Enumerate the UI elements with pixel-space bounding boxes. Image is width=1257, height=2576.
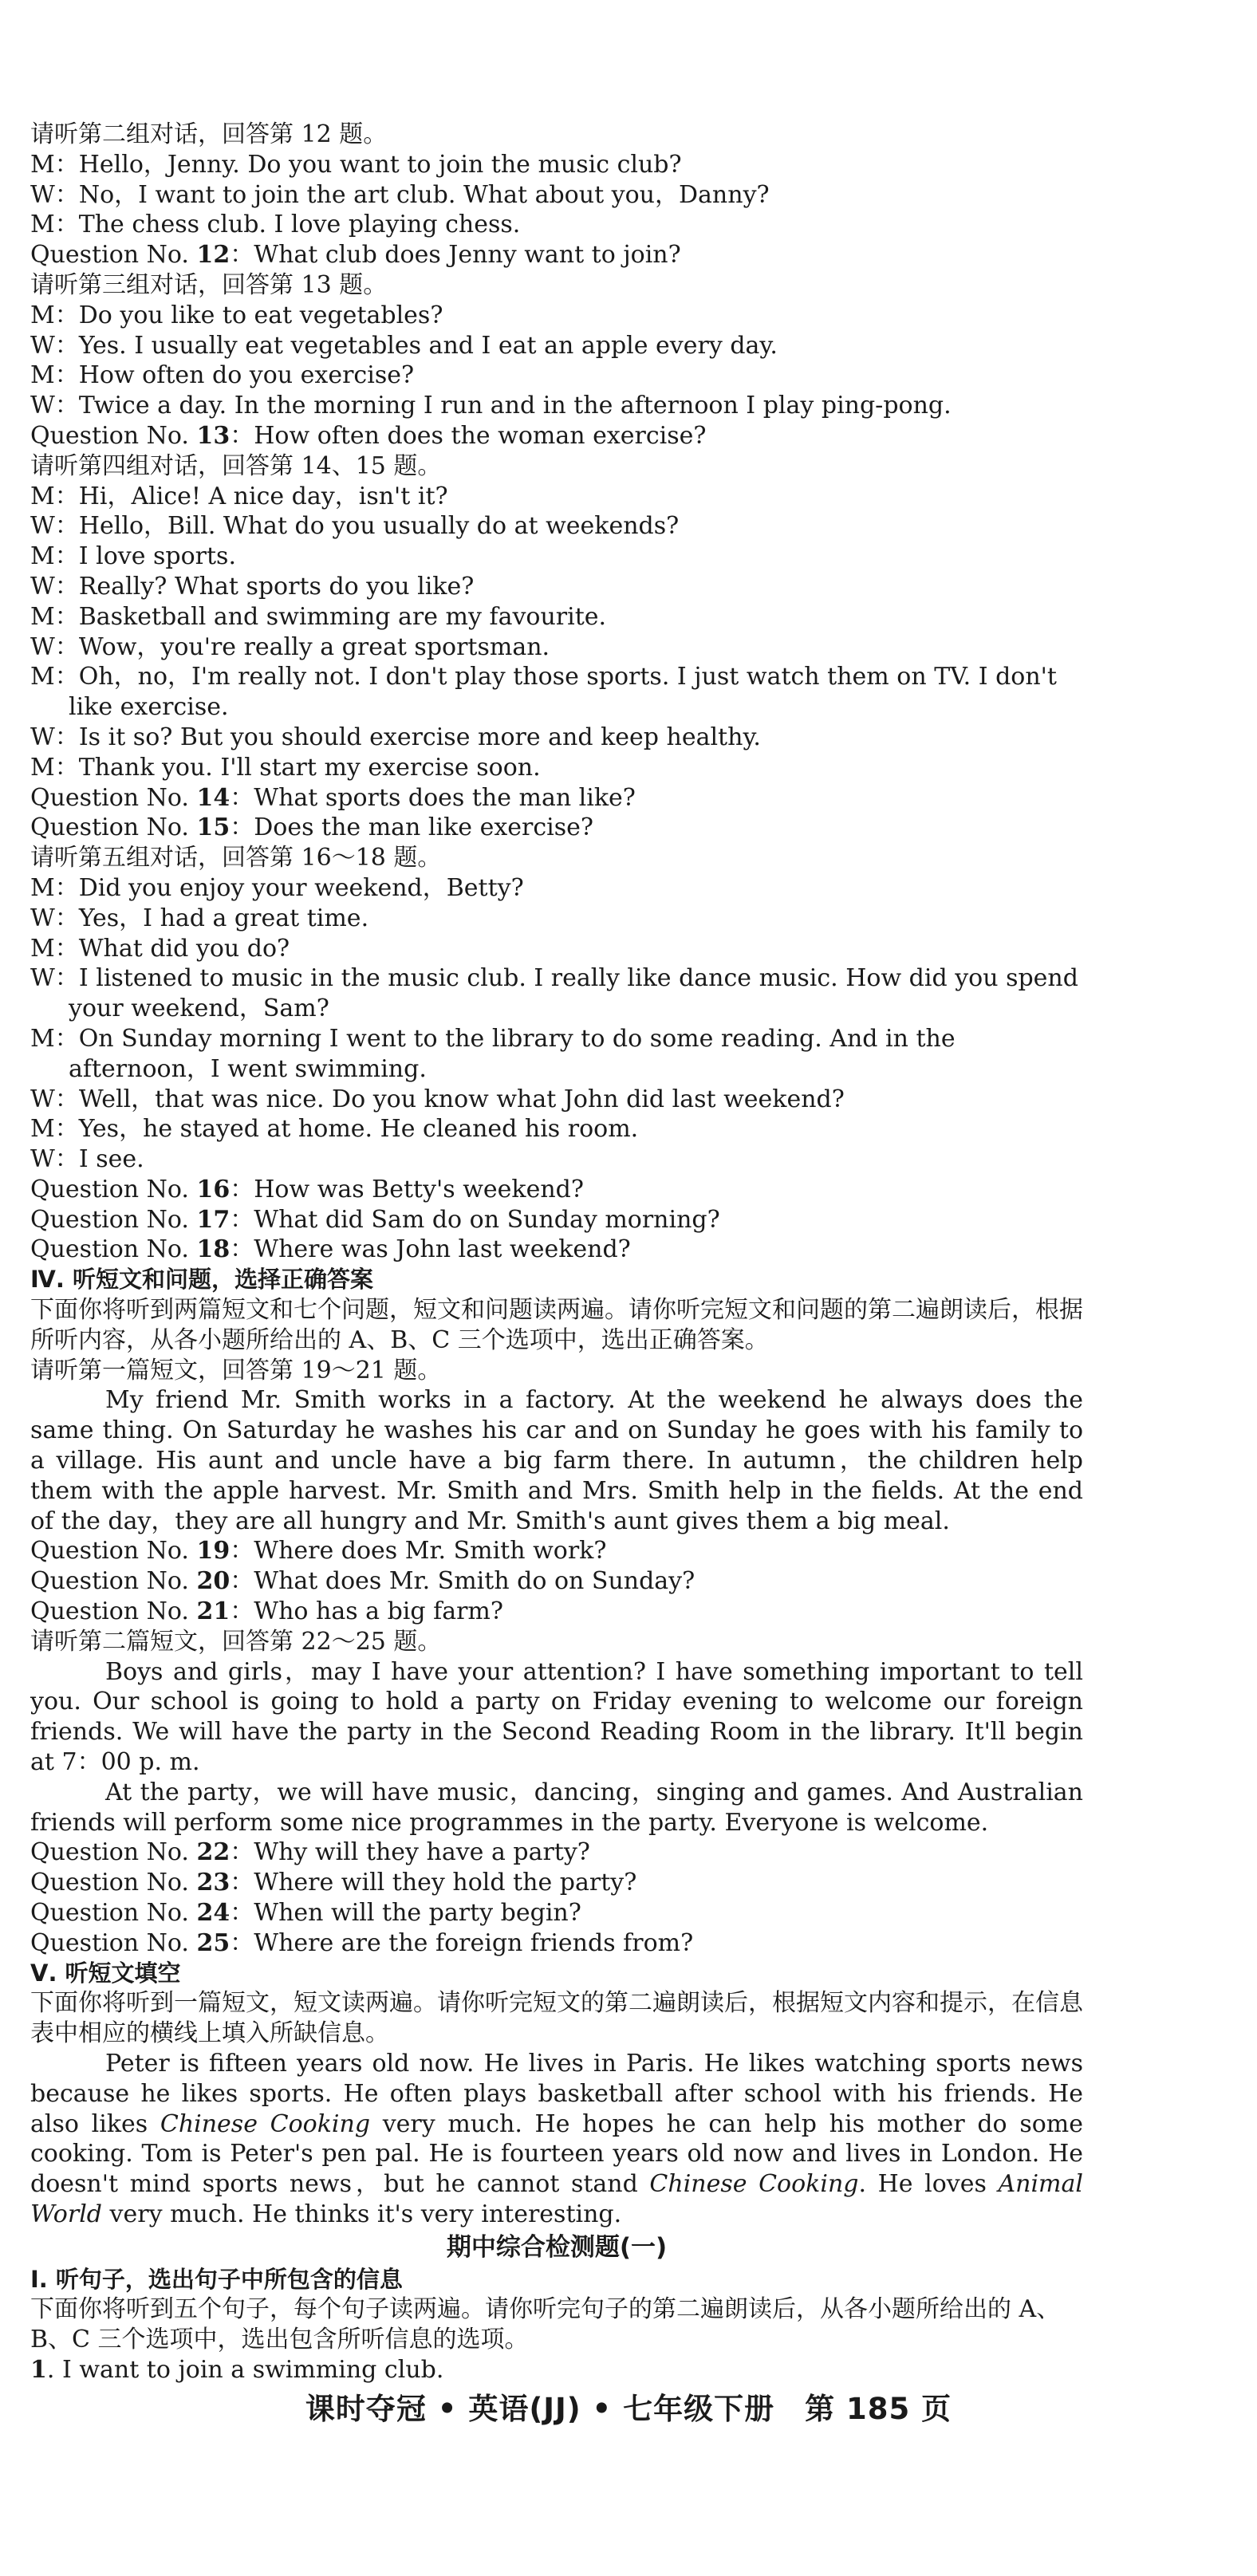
text-line: W：Is it so? But you should exercise more and keep healthy. — [30, 723, 761, 751]
question-prefix: Question No. — [30, 241, 197, 270]
text-line: M：Thank you. I'll start my exercise soon. — [30, 753, 541, 782]
text-line: M：The chess club. I love playing chess. — [30, 211, 521, 239]
question-prefix: Question No. — [30, 1537, 197, 1566]
test-title: 期中综合检测题(一) — [446, 2232, 668, 2262]
section-heading: Ⅳ. 听短文和问题，选择正确答案 — [30, 1266, 373, 1294]
question-text: ：Where will they hold the party? — [230, 1869, 637, 1897]
text-line: M：What did you do? — [30, 934, 290, 963]
question-line — [30, 1235, 1083, 1265]
passage-paragraph: At the party，we will have music，dancing，singing and games. And Australian friends will perform some nice programmes in the party. Everyone is welcome. — [30, 1778, 1083, 1837]
section-heading: Ⅰ. 听句子，选出句子中所包含的信息 — [30, 2265, 403, 2293]
question-text: . I want to join a swimming club. — [46, 2355, 444, 2384]
text-line: M：How often do you exercise? — [30, 361, 415, 390]
program-title: Chinese Cooking — [649, 2170, 859, 2199]
text-line: M：I love sports. — [30, 542, 236, 571]
question-number: 22 — [196, 1838, 231, 1867]
question-text: ：What club does Jenny want to join? — [230, 241, 681, 270]
question-line — [30, 783, 1083, 813]
passage-paragraph: My friend Mr. Smith works in a factory. At the weekend he always does the same thing. On Saturday he washes his car and on Sunday he goes with his family to a village. His aunt and uncle have a big farm there. In autumn，the children help them with the apple harvest. Mr. Smith and Mrs. Smith help in the fields. At the end of the day，they are all hungry and Mr. Smith's aunt gives them a big meal. — [30, 1386, 1083, 1535]
question-text: ：When will the party begin? — [230, 1899, 581, 1928]
question-line — [30, 1536, 1083, 1566]
question-prefix: Question No. — [30, 1869, 197, 1897]
question-line — [30, 1566, 1083, 1597]
question-line — [30, 1898, 1083, 1928]
question-number: 15 — [196, 813, 231, 842]
question-number: 25 — [196, 1928, 231, 1957]
question-prefix: Question No. — [30, 1899, 197, 1928]
question-number: 18 — [196, 1235, 231, 1264]
text-line: M：Yes，he stayed at home. He cleaned his room. — [30, 1115, 639, 1144]
question-text: ：Why will they have a party? — [230, 1838, 590, 1867]
text-line: W：Well，that was nice. Do you know what John did last weekend? — [30, 1085, 845, 1113]
question-line — [30, 1868, 1083, 1898]
question-text: ：Where does Mr. Smith work? — [230, 1537, 607, 1566]
question-line — [30, 1928, 1083, 1959]
question-prefix: Question No. — [30, 1175, 197, 1203]
question-prefix: Question No. — [30, 813, 197, 842]
question-text: ：Does the man like exercise? — [230, 813, 593, 842]
text-line: 请听第三组对话，回答第 13 题。 — [30, 270, 388, 299]
question-number: 23 — [196, 1869, 231, 1897]
text-line: W：Twice a day. In the morning I run and in the afternoon I play ping-pong. — [30, 392, 952, 420]
text-line: W：Yes. I usually eat vegetables and I eat an apple every day. — [30, 331, 778, 360]
page-body — [30, 120, 1083, 2385]
question-text: ：Who has a big farm? — [230, 1597, 503, 1626]
question-number: 21 — [196, 1597, 231, 1626]
question-text: ：Where was John last weekend? — [230, 1235, 631, 1264]
text-line: 请听第五组对话，回答第 16～18 题。 — [30, 844, 442, 872]
question-prefix: Question No. — [30, 1205, 197, 1234]
passage-paragraph — [30, 2049, 1083, 2230]
dialogue-line: M：On Sunday morning I went to the library to do some reading. And in the afternoon，I went swimming. — [30, 1024, 956, 1083]
question-text: ：How often does the woman exercise? — [230, 421, 707, 450]
text-line: W：Really? What sports do you like? — [30, 572, 475, 601]
question-number: 20 — [196, 1567, 231, 1596]
question-text: ：Where are the foreign friends from? — [230, 1928, 694, 1957]
question-line — [30, 813, 1083, 843]
question-text: ：What does Mr. Smith do on Sunday? — [230, 1567, 695, 1596]
question-line — [30, 1205, 1083, 1235]
text-line: 请听第二组对话，回答第 12 题。 — [30, 120, 388, 148]
question-prefix: Question No. — [30, 1838, 197, 1867]
question-number: 14 — [196, 783, 231, 812]
passage-paragraph: Boys and girls，may I have your attention? I have something important to tell you. Our school is going to hold a party on Friday evening to welcome our foreign friends. We will have the party in the Second Reading Room in the library. It'll begin at 7：00 p. m. — [30, 1657, 1083, 1777]
question-text: ：What sports does the man like? — [230, 783, 636, 812]
question-number: 1 — [30, 2355, 47, 2384]
passage-text: Peter is fifteen years old now. He lives in Paris. He likes watching sports news because he likes sports. He often plays basketball after school with his friends. He also likes — [30, 2050, 1083, 2138]
question-line — [30, 1837, 1083, 1868]
text-line: M：Basketball and swimming are my favourite. — [30, 602, 607, 631]
text-line: 请听第四组对话，回答第 14、15 题。 — [30, 451, 442, 480]
dialogue-line: W：I listened to music in the music club. I really like dance music. How did you spend your weekend，Sam? — [30, 964, 1078, 1023]
text-line: W：No，I want to join the art club. What about you，Danny? — [30, 180, 770, 209]
text-line: M：Hi，Alice! A nice day，isn't it? — [30, 482, 448, 510]
passage-text: very much. He hopes he can help his mother do some cooking. Tom is Peter's pen pal. He is fourteen years old now and lives in London. He doesn't mind sports news，but he cannot stand — [30, 2109, 1083, 2199]
page-footer: 课时夺冠 • 英语(JJ) • 七年级下册 第 185 页 — [305, 2392, 952, 2426]
question-number: 13 — [196, 421, 231, 450]
text-line: M：Did you enjoy your weekend，Betty? — [30, 873, 524, 902]
program-title: Chinese Cooking — [160, 2109, 371, 2138]
question-number: 16 — [196, 1175, 231, 1203]
text-line: W：Hello，Bill. What do you usually do at weekends? — [30, 512, 680, 541]
question-line — [30, 240, 1083, 270]
instructions: 下面你将听到两篇短文和七个问题，短文和问题读两遍。请你听完短文和问题的第二遍朗读后，根据所听内容，从各小题所给出的 A、B、C 三个选项中，选出正确答案。 — [30, 1296, 1083, 1354]
text-line: 请听第二篇短文，回答第 22～25 题。 — [30, 1627, 442, 1656]
question-line — [30, 2355, 1083, 2385]
question-line — [30, 1175, 1083, 1205]
question-number: 12 — [196, 241, 231, 270]
section-heading: Ⅴ. 听短文填空 — [30, 1959, 181, 1987]
question-prefix: Question No. — [30, 1928, 197, 1957]
text-line: M：Do you like to eat vegetables? — [30, 301, 443, 329]
text-line: W：Wow，you're really a great sportsman. — [30, 632, 550, 661]
text-line: 请听第一篇短文，回答第 19～21 题。 — [30, 1356, 442, 1385]
question-prefix: Question No. — [30, 1567, 197, 1596]
text-line: W：Yes，I had a great time. — [30, 904, 369, 932]
program-title: Animal World — [30, 2170, 1083, 2228]
question-text: ：What did Sam do on Sunday morning? — [230, 1205, 720, 1234]
dialogue-line: M：Oh，no，I'm really not. I don't play those sports. I just watch them on TV. I don't like exercise. — [30, 663, 1057, 722]
question-prefix: Question No. — [30, 783, 197, 812]
passage-text: very much. He thinks it's very interesting. — [102, 2200, 622, 2228]
instructions: 下面你将听到一篇短文，短文读两遍。请你听完短文的第二遍朗读后，根据短文内容和提示，在信息表中相应的横线上填入所缺信息。 — [30, 1989, 1083, 2048]
question-prefix: Question No. — [30, 1235, 197, 1264]
passage-text: . He loves — [858, 2170, 999, 2199]
instructions: 下面你将听到五个句子，每个句子读两遍。请你听完句子的第二遍朗读后，从各小题所给出的 A、B、C 三个选项中，选出包含所听信息的选项。 — [30, 2295, 1061, 2354]
question-text: ：How was Betty's weekend? — [230, 1175, 584, 1203]
text-line: W：I see. — [30, 1145, 144, 1174]
question-number: 19 — [196, 1537, 231, 1566]
question-number: 24 — [196, 1899, 231, 1928]
question-prefix: Question No. — [30, 1597, 197, 1626]
text-line: M：Hello，Jenny. Do you want to join the music club? — [30, 150, 682, 179]
question-number: 17 — [196, 1205, 231, 1234]
question-line — [30, 421, 1083, 451]
question-line — [30, 1597, 1083, 1627]
question-prefix: Question No. — [30, 421, 197, 450]
